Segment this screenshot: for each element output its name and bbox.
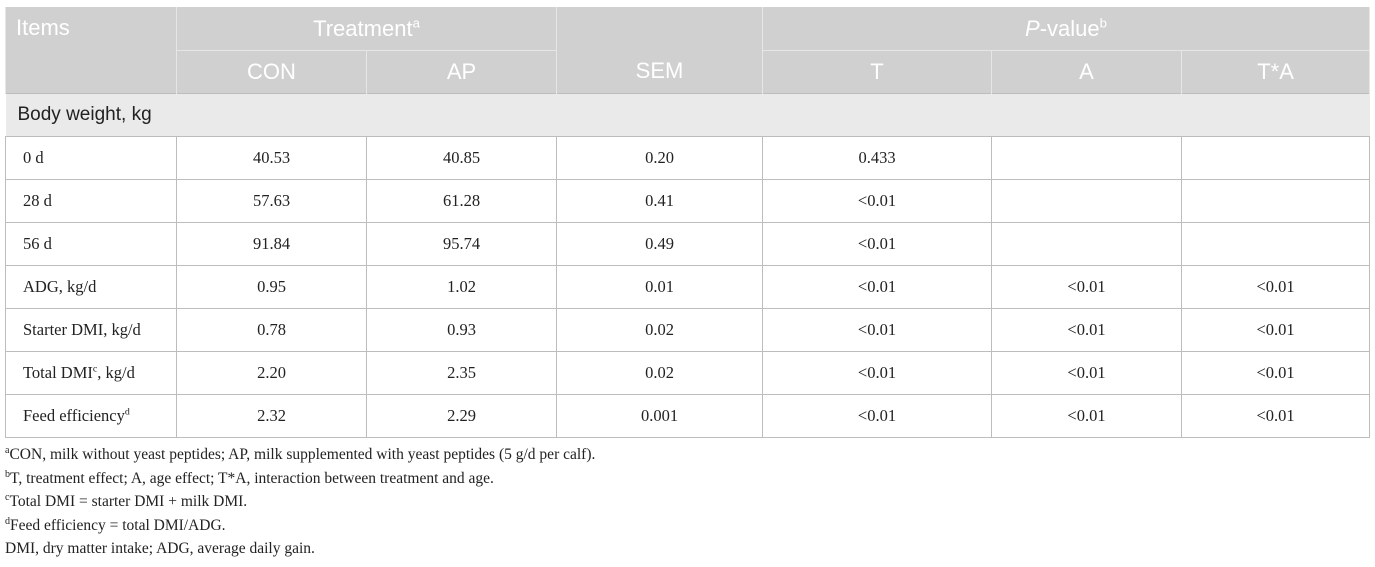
- cell-ta: [1182, 180, 1370, 223]
- cell-a: [992, 137, 1182, 180]
- cell-a: <0.01: [992, 309, 1182, 352]
- cell-t: <0.01: [763, 309, 992, 352]
- cell-a: <0.01: [992, 352, 1182, 395]
- cell-sem: 0.02: [557, 309, 763, 352]
- cell-ta: <0.01: [1182, 352, 1370, 395]
- cell-ap: 2.35: [367, 352, 557, 395]
- results-table: [5, 7, 1370, 438]
- section-label: Body weight, kg: [6, 94, 1370, 137]
- header-ap: AP: [367, 51, 557, 94]
- table-row: [6, 395, 1370, 438]
- table-row: [6, 266, 1370, 309]
- cell-t: <0.01: [763, 352, 992, 395]
- table-row: [6, 137, 1370, 180]
- header-sem: SEM: [557, 7, 763, 94]
- cell-con: 40.53: [177, 137, 367, 180]
- footnote: $^a$CON, milk without yeast peptides; AP, milk supplemented with yeast peptides (5 g/d per calf).: [5, 444, 596, 463]
- row-label: 56 d: [6, 223, 177, 266]
- footnote: $^d$Feed efficiency = total DMI/ADG.: [5, 515, 226, 534]
- header-t: T: [763, 51, 992, 94]
- cell-t: <0.01: [763, 266, 992, 309]
- cell-sem: 0.01: [557, 266, 763, 309]
- table-row: [6, 180, 1370, 223]
- cell-ta: [1182, 223, 1370, 266]
- header-a: A: [992, 51, 1182, 94]
- cell-t: 0.433: [763, 137, 992, 180]
- cell-con: 57.63: [177, 180, 367, 223]
- cell-con: 91.84: [177, 223, 367, 266]
- header-pvalue: P-value$^b$: [763, 7, 1370, 51]
- table-body: [6, 137, 1370, 438]
- cell-con: 2.20: [177, 352, 367, 395]
- cell-ta: [1182, 137, 1370, 180]
- cell-t: <0.01: [763, 223, 992, 266]
- row-label: Feed efficiency$^d$: [6, 395, 177, 438]
- cell-sem: 0.02: [557, 352, 763, 395]
- cell-con: 0.95: [177, 266, 367, 309]
- cell-ta: <0.01: [1182, 395, 1370, 438]
- cell-sem: 0.49: [557, 223, 763, 266]
- cell-a: [992, 180, 1182, 223]
- cell-ap: 95.74: [367, 223, 557, 266]
- table-row: [6, 352, 1370, 395]
- cell-a: [992, 223, 1182, 266]
- cell-ap: 40.85: [367, 137, 557, 180]
- footnote: $^c$Total DMI = starter DMI + milk DMI.: [5, 491, 248, 510]
- cell-sem: 0.20: [557, 137, 763, 180]
- cell-con: 0.78: [177, 309, 367, 352]
- header-row-top: [6, 7, 1370, 51]
- footnote: DMI, dry matter intake; ADG, average daily gain.: [5, 540, 315, 557]
- cell-ta: <0.01: [1182, 309, 1370, 352]
- table-row: [6, 223, 1370, 266]
- header-con: CON: [177, 51, 367, 94]
- cell-a: <0.01: [992, 266, 1182, 309]
- section-row: [6, 94, 1370, 137]
- results-table-container: [5, 7, 1369, 438]
- row-label: Starter DMI, kg/d: [6, 309, 177, 352]
- cell-ap: 2.29: [367, 395, 557, 438]
- header-ta: T*A: [1182, 51, 1370, 94]
- cell-t: <0.01: [763, 395, 992, 438]
- cell-ap: 61.28: [367, 180, 557, 223]
- cell-ap: 1.02: [367, 266, 557, 309]
- cell-ap: 0.93: [367, 309, 557, 352]
- footnote: $^b$T, treatment effect; A, age effect; T*A, interaction between treatment and age.: [5, 468, 494, 487]
- cell-sem: 0.41: [557, 180, 763, 223]
- header-items: Items: [6, 7, 177, 94]
- header-treatment: Treatment$^a$: [177, 7, 557, 51]
- cell-sem: 0.001: [557, 395, 763, 438]
- row-label: Total DMI$^c$, kg/d: [6, 352, 177, 395]
- table-row: [6, 309, 1370, 352]
- cell-t: <0.01: [763, 180, 992, 223]
- cell-con: 2.32: [177, 395, 367, 438]
- row-label: 0 d: [6, 137, 177, 180]
- row-label: 28 d: [6, 180, 177, 223]
- cell-ta: <0.01: [1182, 266, 1370, 309]
- cell-a: <0.01: [992, 395, 1182, 438]
- row-label: ADG, kg/d: [6, 266, 177, 309]
- footnotes: [5, 443, 1369, 561]
